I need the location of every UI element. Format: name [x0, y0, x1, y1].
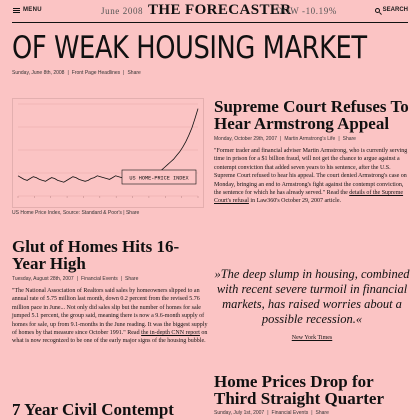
pull-quote	[214, 267, 410, 341]
search-icon	[375, 8, 380, 13]
article-body-text: "The National Association of Realtors said sales by homeowners slipped to an annual rate of 5.75 million last month, down 0.2 percent from the revised 5.76 million pace in June... Not only did sales slip but the number of homes for sale jumped 5.1 percent, the group said, meaning there is now a 9.6-month supply of homes for sale, up from 9.1-months in the June reading. It was the biggest supply of homes by that measure since October 1991." Read	[12, 288, 208, 337]
x-ticks	[18, 196, 198, 198]
search-button[interactable]	[375, 7, 408, 13]
edition-date: June 2008	[101, 6, 144, 16]
article-inline-link[interactable]: the in-depth CNN report	[141, 330, 200, 337]
article-date: Tuesday, August 28th, 2007	[12, 276, 74, 282]
article-share-link[interactable]: Share	[125, 276, 139, 282]
article-civil-title[interactable]: 7 Year Civil Contempt	[12, 400, 174, 419]
article-share-link[interactable]: Share	[342, 136, 356, 142]
article-title[interactable]: Supreme Court Refuses To Hear Armstrong Appeal	[214, 97, 409, 133]
lead-headline[interactable]: OF WEAK HOUSING MARKET	[12, 30, 367, 66]
quote-text: »The deep slump in housing, combined with recent severe turmoil in financial markets, has raised worries about a possible recession.«	[214, 267, 410, 326]
home-price-chart	[12, 98, 204, 208]
article-body	[214, 147, 410, 206]
legend-label: US HOME-PRICE INDEX	[129, 175, 189, 182]
article-glut	[12, 238, 208, 346]
quote-source-link[interactable]: New York Times	[291, 335, 333, 341]
lead-category-link[interactable]: Front Page Headlines	[71, 70, 121, 76]
article-title[interactable]: Glut of Homes Hits 16-Year High	[12, 237, 180, 273]
chart-svg	[12, 98, 204, 208]
lead-share-link[interactable]: Share	[127, 70, 141, 76]
menu-button[interactable]	[13, 7, 42, 13]
article-category-link[interactable]: Financial Events	[271, 410, 309, 416]
chart-frame	[13, 99, 204, 208]
top-bar	[0, 0, 420, 22]
article-share-link[interactable]: Share	[315, 410, 329, 416]
article-supreme	[214, 98, 410, 206]
article-date: Sunday, July 1st, 2007	[214, 410, 265, 416]
article-home-prices	[214, 373, 410, 416]
menu-label: MENU	[23, 7, 42, 13]
dow-ticker: DOW -10.19%	[276, 6, 337, 16]
article-category-link[interactable]: Financial Events	[81, 276, 118, 282]
article-title[interactable]: Home Prices Drop for Third Straight Quarter	[214, 372, 384, 408]
header-divider	[12, 22, 408, 23]
chart-caption: US Home Price Index, Source: Standard & Poor's | Share	[12, 210, 140, 216]
search-label: SEARCH	[382, 7, 408, 13]
article-date: Monday, October 29th, 2007	[214, 136, 278, 142]
article-body-tail: in Law360's October 29, 2007 article.	[248, 198, 341, 205]
article-body	[12, 287, 208, 346]
masthead[interactable]: THE FORECASTER	[148, 2, 292, 18]
article-category-link[interactable]: Martin Armstrong's Life	[284, 136, 336, 142]
article-meta: Monday, October 29th, 2007 | Martin Armstrong's Life | Share	[214, 136, 356, 142]
article-body-text: "Former trader and financial adviser Martin Armstrong, who is currently serving time in prison for a $1 billion fraud, will not get the chance to argue against a contempt conviction that added seven years to his sentence, after the U.S. Supreme Court refused to hear his appeal. The court denied Armstrong's case on Monday, bringing an end to Armstrong's fight against the contempt conviction, the sentence for which he has already served." Read the	[214, 148, 408, 197]
article-meta: Sunday, July 1st, 2007 | Financial Events | Share	[214, 410, 329, 416]
article-inline-link[interactable]: details of the Supreme Court's refusal	[214, 190, 404, 205]
lead-date: Sunday, June 8th, 2008	[12, 70, 65, 76]
article-body-tail: on what is now recognized to be one of the early major signs of the housing bubble.	[12, 330, 208, 345]
hamburger-icon	[13, 8, 20, 13]
article-meta: Tuesday, August 28th, 2007 | Financial Events | Share	[12, 276, 139, 282]
lead-meta: Sunday, June 8th, 2008 | Front Page Headlines | Share	[12, 70, 141, 76]
